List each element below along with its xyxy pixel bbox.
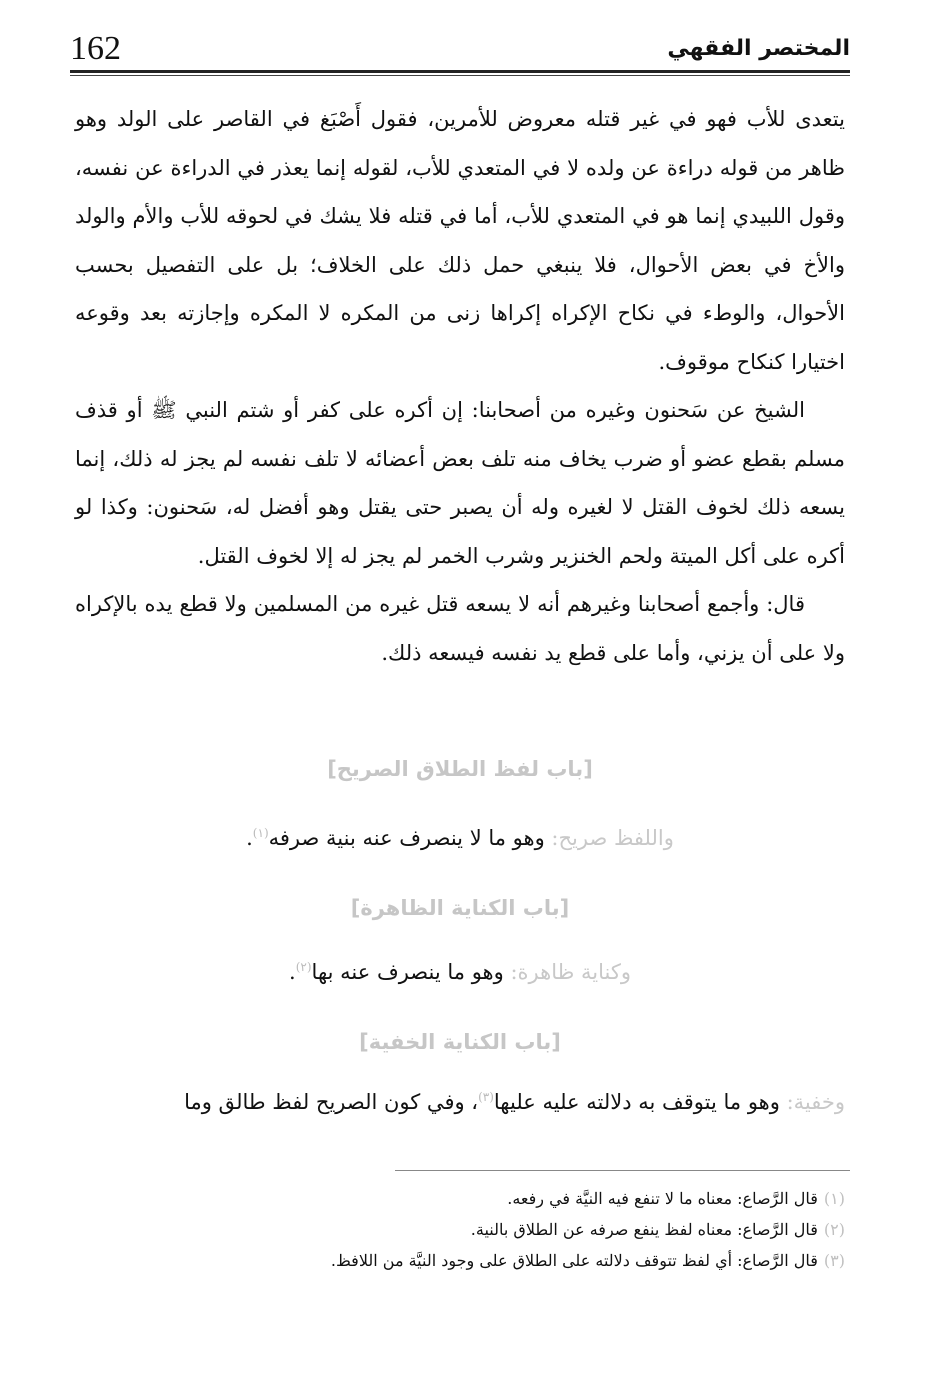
- definition-end: ، وفي كون الصريح لفظ طالق وما: [184, 1090, 479, 1114]
- footnote-text: قال الرَّصاع: معناه لفظ ينفع صرفه عن الطلاق بالنية.: [470, 1220, 818, 1239]
- footnote: [75, 1245, 845, 1276]
- paragraph: قال: وأجمع أصحابنا وغيرهم أنه لا يسعه قتل غيره من المسلمين ولا قطع يده بالإكراه ولا على أن يزني، وأما على قطع يد نفسه فيسعه ذلك.: [75, 592, 845, 665]
- footnote: [75, 1183, 845, 1214]
- page-header: [70, 28, 850, 76]
- paragraph: يتعدى للأب فهو في غير قتله معروض للأمرين، فقول أَصْبَغ في القاصر على الولد وهو ظاهر من قوله دراءة عن ولده لا في المتعدي للأب، لقوله إنما يعذر في الدراءة عن نفسه، وقول اللبيدي إنما هو في المتعدي للأب، أما في قتله فلا يشك في لحوقه للأب والأم والولد والأخ في بعض الأحوال، فلا ينبغي حمل ذلك على الخلاف؛ بل على التفصيل بحسب الأحوال، والوطء في نكاح الإكراه إكراها زنى من المكره لا المكره وإجازته بعد وقوعه اختيارا كنكاح موقوف.: [75, 107, 845, 374]
- section-heading: [باب الكناية الظاهرة]: [350, 896, 570, 920]
- page-number: 162: [70, 30, 121, 67]
- footnote-marker: (١): [252, 826, 269, 840]
- section-heading: [باب لفظ الطلاق الصريح]: [327, 757, 593, 781]
- footnote-number: (٣): [823, 1251, 845, 1270]
- definition-end: .: [289, 960, 296, 984]
- definition-line: [75, 1090, 845, 1114]
- footnote-number: (١): [823, 1189, 845, 1208]
- paragraph: الشيخ عن سَحنون وغيره من أصحابنا: إن أكره على كفر أو شتم النبي ﷺ أو قذف مسلم بقطع عضو أو ضرب يخاف منه تلف بعض أعضائه لا تلف نفسه لم يجز له ذلك، إنما يسعه ذلك لخوف القتل لا لغيره وله أن يصبر حتى يقتل وهو أفضل له، سَحنون: وكذا لو أكره على أكل الميتة ولحم الخنزير وشرب الخمر لم يجز له إلا لخوف القتل.: [75, 398, 845, 568]
- definition-line: [75, 960, 845, 984]
- footnote-text: قال الرَّصاع: أي لفظ تتوقف دلالته على الطلاق على وجود النيَّة من اللافظ.: [330, 1251, 818, 1270]
- footnote-marker: (٣): [478, 1090, 494, 1104]
- footnotes: [75, 1183, 845, 1276]
- section-heading: [باب الكناية الخفية]: [359, 1030, 561, 1054]
- footnote: [75, 1214, 845, 1245]
- definition-term: واللفظ صريح:: [551, 826, 674, 850]
- running-title: المختصر الفقهي: [667, 36, 850, 61]
- footnote-number: (٢): [823, 1220, 845, 1239]
- definition-text: وهو ما لا ينصرف عنه بنية صرفه: [268, 826, 545, 850]
- definition-term: وكناية ظاهرة:: [510, 960, 631, 984]
- definition-text: وهو ما يتوقف به دلالته عليه عليها: [493, 1090, 780, 1114]
- footnote-text: قال الرَّصاع: معناه ما لا تنفع فيه النيَّة في رفعه.: [507, 1189, 818, 1208]
- main-text: [75, 95, 845, 677]
- definition-line: [75, 826, 845, 850]
- definition-term: وخفية:: [786, 1090, 845, 1114]
- definition-text: وهو ما ينصرف عنه بها: [311, 960, 504, 984]
- header-divider: [70, 70, 850, 76]
- footnote-marker: (٢): [295, 960, 312, 974]
- footnote-divider: [395, 1170, 850, 1171]
- definition-end: .: [246, 826, 253, 850]
